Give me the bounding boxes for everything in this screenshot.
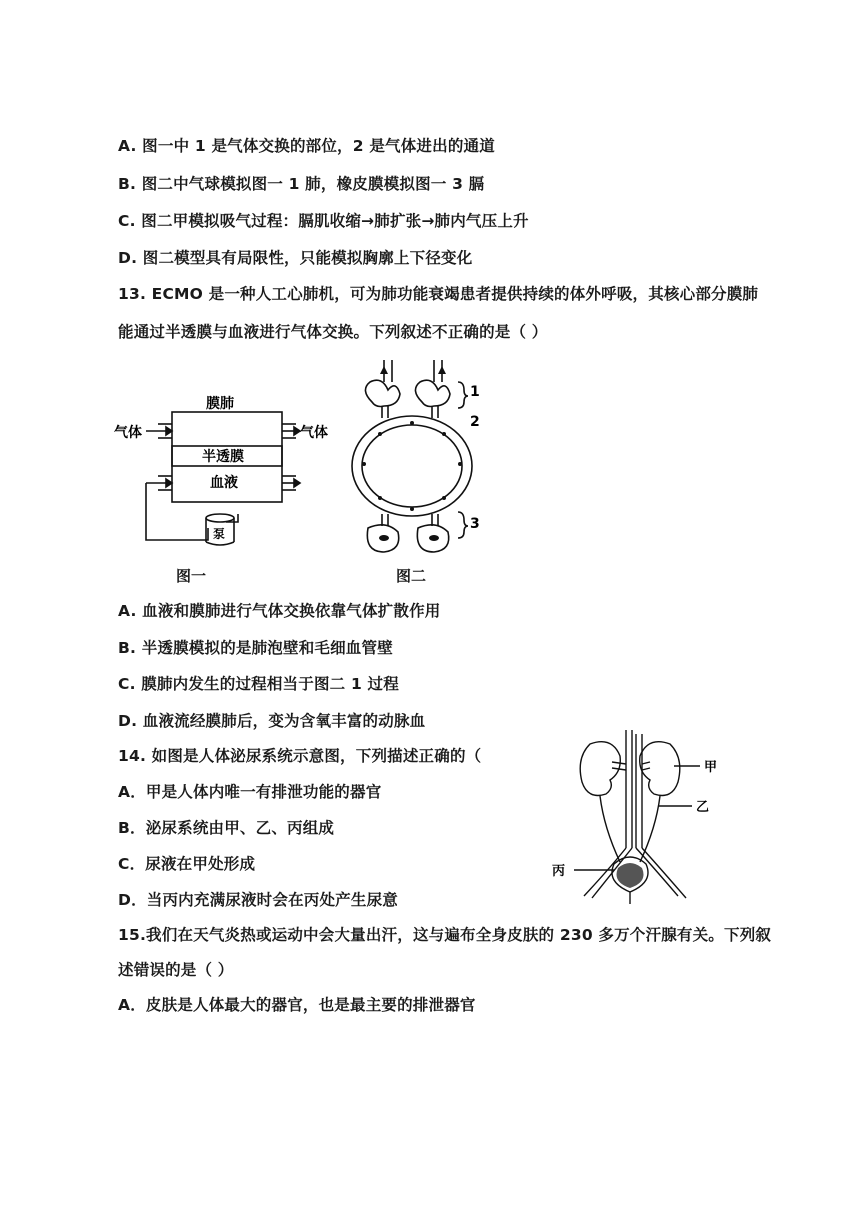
q14-label-bing: 丙 bbox=[552, 864, 566, 879]
fig1-pump-label: 泵 bbox=[213, 527, 226, 541]
q15-stem-line1: 15.我们在天气炎热或运动中会大量出汗，这与遍布全身皮肤的 230 多万个汗腺有关。下列叙 bbox=[118, 926, 772, 944]
q13-option-b: B. 半透膜模拟的是肺泡壁和毛细血管壁 bbox=[118, 639, 393, 657]
q13-figure-1 bbox=[110, 390, 328, 560]
fig2-label-3: 3 bbox=[470, 516, 480, 532]
q13-option-c: C. 膜肺内发生的过程相当于图二 1 过程 bbox=[118, 675, 399, 693]
fig1-blood-label: 血液 bbox=[210, 475, 238, 491]
q14-option-b: B．泌尿系统由甲、乙、丙组成 bbox=[118, 819, 335, 837]
fig2-label-2: 2 bbox=[470, 414, 480, 430]
fig2-label-1: 1 bbox=[470, 384, 480, 400]
q14-label-jia: 甲 bbox=[704, 760, 718, 775]
fig2-caption: 图二 bbox=[396, 567, 427, 585]
q13-stem-line2: 能通过半透膜与血液进行气体交换。下列叙述不正确的是（ ） bbox=[118, 323, 548, 341]
q14-urinary-figure bbox=[550, 728, 750, 918]
q15-stem-line2: 述错误的是（ ） bbox=[118, 961, 234, 979]
q14-option-a: A．甲是人体内唯一有排泄功能的器官 bbox=[118, 783, 382, 801]
q12-option-d: D. 图二模型具有局限性，只能模拟胸廓上下径变化 bbox=[118, 249, 473, 267]
q13-stem-line1: 13. ECMO 是一种人工心肺机，可为肺功能衰竭患者提供持续的体外呼吸，其核心部分膜肺 bbox=[118, 285, 759, 303]
q12-option-b: B. 图二中气球模拟图一 1 肺，橡皮膜模拟图一 3 膈 bbox=[118, 175, 485, 193]
fig1-caption: 图一 bbox=[176, 567, 207, 585]
fig1-gas-in-label: 气体 bbox=[114, 425, 142, 441]
q12-option-c: C. 图二甲模拟吸气过程：膈肌收缩→肺扩张→肺内气压上升 bbox=[118, 212, 529, 230]
fig1-gas-out-label: 气体 bbox=[300, 425, 328, 441]
q13-figure-2 bbox=[340, 360, 490, 560]
q15-option-a: A．皮肤是人体最大的器官，也是最主要的排泄器官 bbox=[118, 996, 476, 1014]
q12-option-a: A. 图一中 1 是气体交换的部位，2 是气体进出的通道 bbox=[118, 137, 495, 155]
q13-option-a: A. 血液和膜肺进行气体交换依靠气体扩散作用 bbox=[118, 602, 441, 620]
q14-stem: 14. 如图是人体泌尿系统示意图，下列描述正确的（ bbox=[118, 747, 482, 765]
q14-option-d: D．当丙内充满尿液时会在丙处产生尿意 bbox=[118, 891, 398, 909]
q13-option-d: D. 血液流经膜肺后，变为含氧丰富的动脉血 bbox=[118, 712, 426, 730]
q14-label-yi: 乙 bbox=[696, 800, 710, 815]
q14-option-c: C．尿液在甲处形成 bbox=[118, 855, 256, 873]
fig1-membrane-label: 半透膜 bbox=[202, 449, 244, 465]
fig1-title: 膜肺 bbox=[206, 396, 234, 412]
